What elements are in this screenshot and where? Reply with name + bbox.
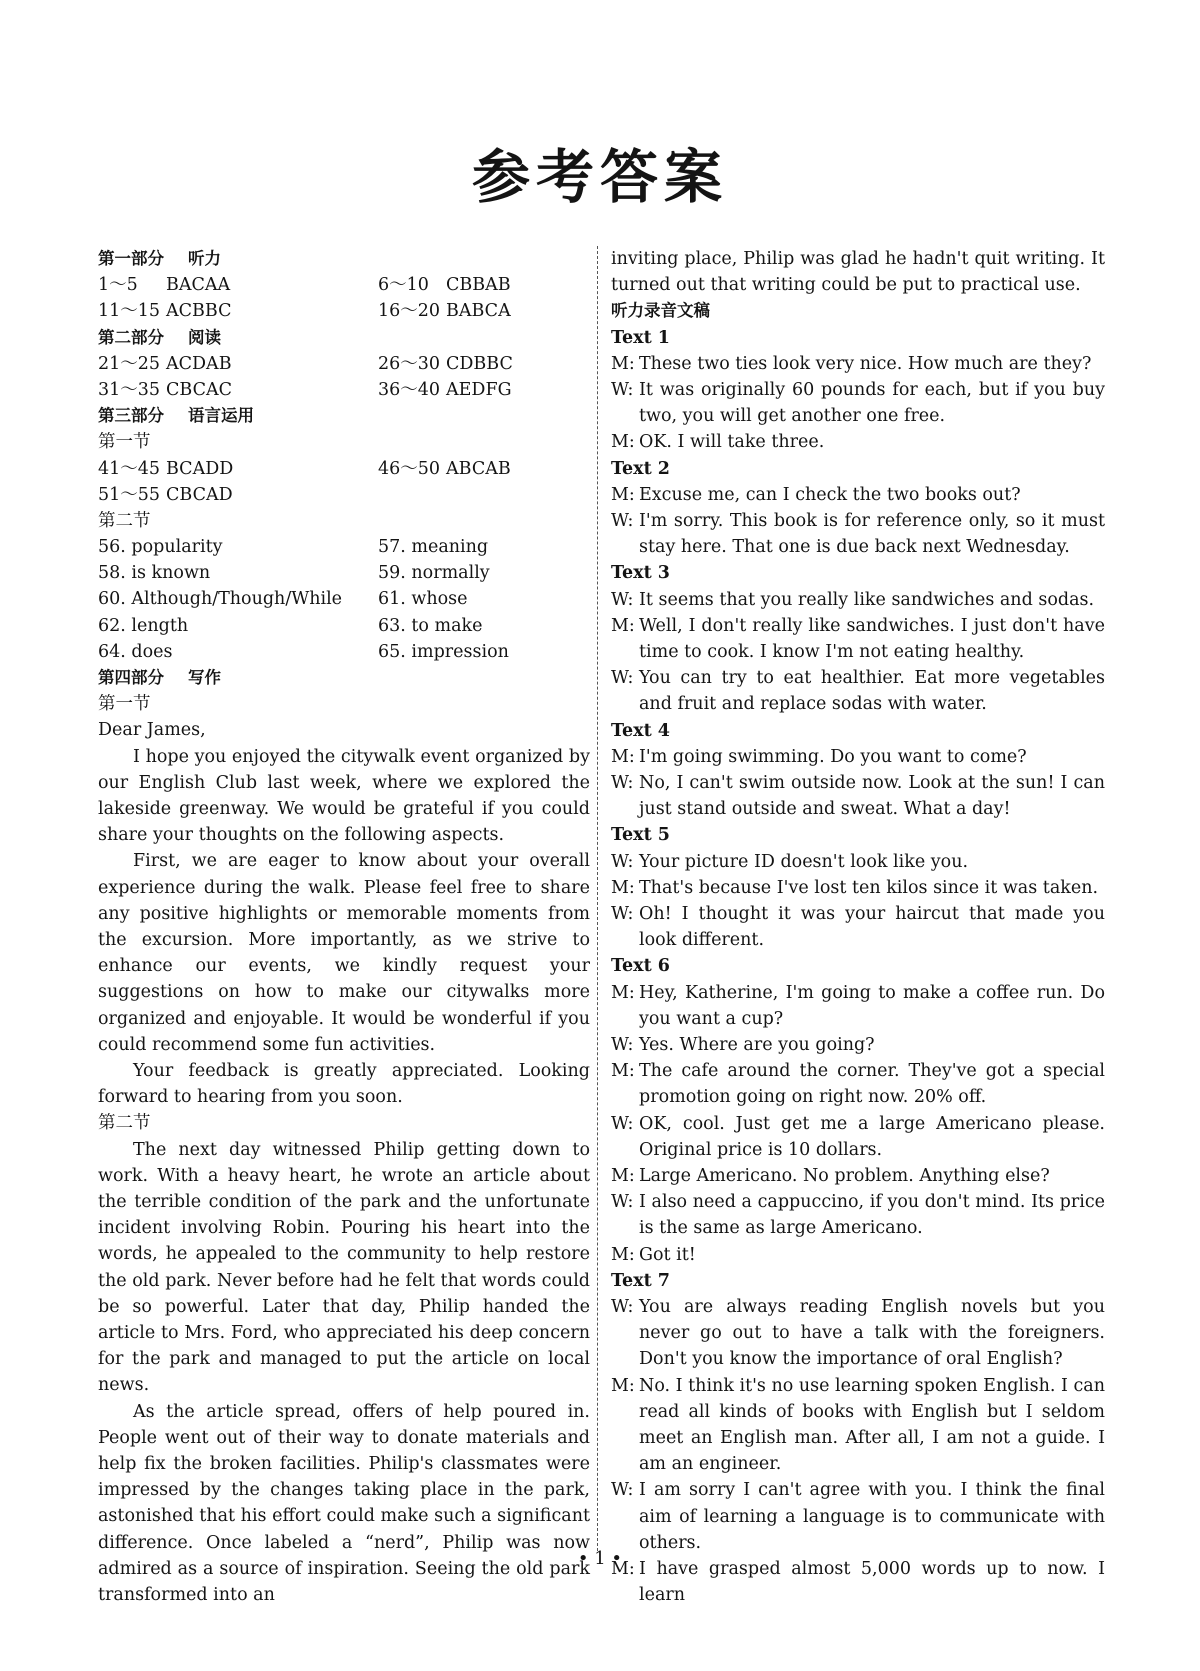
section-heading: 第三部分 语言运用 <box>98 406 254 426</box>
dialogue-text: Hey, Katherine, I'm going to make a coffee run. Do you want a cup? <box>639 982 1105 1029</box>
dialogue-text: It was originally 60 pounds for each, but if you buy two, you will get another one free. <box>639 379 1105 427</box>
dialogue-text: You can try to eat healthier. Eat more vegetables and fruit and replace sodas with water. <box>639 668 1105 715</box>
dialogue-line <box>611 1032 1105 1058</box>
speaker-label: W: <box>611 1297 634 1317</box>
dialogue-line <box>611 849 1105 875</box>
letter-paragraph: Your feedback is greatly appreciated. Looking forward to hearing from you soon. <box>98 1061 590 1108</box>
answer-row: 21～25 ACDAB 26～30 CDBBC <box>98 353 513 374</box>
dialogue-text: Excuse me, can I check the two books out? <box>639 484 1021 505</box>
subsection-label: 第一节 <box>98 694 151 715</box>
text-label: Text 5 <box>611 825 670 846</box>
section-heading: 第二部分 阅读 <box>98 327 221 347</box>
speaker-label: W: <box>611 1192 634 1213</box>
dialogue-text: No, I can't swim outside now. Look at the sun! I can just stand outside and sweat. What a day! <box>639 772 1105 820</box>
fill-row: 60. Although/Though/While 61. whose <box>98 589 468 610</box>
text-label: Text 2 <box>611 458 670 479</box>
dialogue-line <box>611 665 1105 717</box>
dialogue-line <box>611 351 1105 377</box>
fill-row: 64. does 65. impression <box>98 641 509 662</box>
transcript-heading: 听力录音文稿 <box>611 301 710 321</box>
speaker-label: W: <box>611 589 634 610</box>
speaker-label: M: <box>611 1166 635 1186</box>
speaker-label: M: <box>611 1061 635 1082</box>
dialogue-text: No. I think it's no use learning spoken English. I can read all kinds of books with English but I seldom meet an English man. After all, I am not a guide. I am an engineer. <box>639 1375 1105 1475</box>
speaker-label: M: <box>611 746 635 767</box>
text-label: Text 3 <box>611 563 670 584</box>
speaker-label: M: <box>611 615 635 636</box>
speaker-label: W: <box>611 1113 634 1134</box>
dialogue-line <box>611 429 1105 455</box>
page-title: 参考答案 <box>471 143 728 211</box>
subsection-label: 第一节 <box>98 432 151 453</box>
dialogue-text: Your picture ID doesn't look like you. <box>639 851 969 872</box>
dialogue-line <box>611 1189 1105 1241</box>
dialogue-line <box>611 587 1105 613</box>
speaker-label: W: <box>611 510 634 531</box>
text-label: Text 7 <box>611 1270 670 1291</box>
answer-row: 51～55 CBCAD <box>98 484 233 505</box>
fill-row: 62. length 63. to make <box>98 615 483 636</box>
dialogue-line <box>611 901 1105 953</box>
right-column <box>611 246 1105 1608</box>
dialogue-line <box>611 508 1105 560</box>
dialogue-line <box>611 744 1105 770</box>
dialogue-text: OK. I will take three. <box>639 432 825 453</box>
dialogue-line <box>611 1294 1105 1373</box>
speaker-label: M: <box>611 432 635 453</box>
speaker-label: M: <box>611 982 635 1003</box>
dialogue-text: It seems that you really like sandwiches and sodas. <box>639 589 1095 610</box>
transcript-list <box>611 325 1105 1609</box>
dialogue-line <box>611 770 1105 822</box>
speaker-label: W: <box>611 772 634 793</box>
dialogue-line <box>611 980 1105 1032</box>
page-number: • 1 • <box>577 1548 623 1569</box>
dialogue-text: I am sorry I can't agree with you. I think the final aim of learning a language is to communicate with others. <box>639 1480 1105 1553</box>
dialogue-line <box>611 875 1105 901</box>
heading-part: 第一部分 <box>98 249 164 268</box>
speaker-label: M: <box>611 1559 635 1580</box>
subsection-label: 第二节 <box>98 1113 151 1134</box>
speaker-label: M: <box>611 1375 635 1396</box>
dialogue-text: I'm going swimming. Do you want to come? <box>639 746 1027 767</box>
dialogue-line <box>611 1242 1105 1268</box>
answer-row: 31～35 CBCAC 36～40 AEDFG <box>98 379 512 400</box>
section-heading <box>98 246 590 272</box>
letter-greeting: Dear James, <box>98 720 206 741</box>
fill-row: 58. is known 59. normally <box>98 563 490 584</box>
dialogue-text: Got it! <box>639 1244 696 1265</box>
dialogue-line <box>611 1058 1105 1110</box>
dialogue-text: OK, cool. Just get me a large Americano please. Original price is 10 dollars. <box>639 1113 1105 1160</box>
text-label: Text 1 <box>611 327 670 348</box>
speaker-label: W: <box>611 903 634 924</box>
dialogue-line <box>611 482 1105 508</box>
letter-paragraph: I hope you enjoyed the citywalk event organized by our English Club last week, where we explored the lakeside greenway. We would be grateful if you could share your thoughts on the following aspects. <box>98 746 590 846</box>
dialogue-line <box>611 1373 1105 1478</box>
text-label: Text 6 <box>611 956 670 977</box>
fill-row: 56. popularity 57. meaning <box>98 537 489 558</box>
text-label: Text 4 <box>611 720 670 741</box>
dialogue-text: I'm sorry. This book is for reference only, so it must stay here. That one is due back next Wednesday. <box>639 510 1105 558</box>
dialogue-text: Yes. Where are you going? <box>639 1034 875 1055</box>
dialogue-line <box>611 613 1105 665</box>
speaker-label: M: <box>611 1244 635 1265</box>
left-column <box>98 246 590 1608</box>
dialogue-line <box>611 377 1105 429</box>
dialogue-text: Well, I don't really like sandwiches. I just don't have time to cook. I know I'm not eating healthy. <box>639 615 1105 662</box>
answer-row: 1～5 BACAA 6～10 CBBAB <box>98 275 511 296</box>
heading-name: 听力 <box>188 249 221 268</box>
speaker-label: W: <box>611 379 634 400</box>
speaker-label: M: <box>611 353 635 374</box>
subsection-label: 第二节 <box>98 510 151 531</box>
speaker-label: W: <box>611 668 634 689</box>
dialogue-line <box>611 1111 1105 1163</box>
story-paragraph: The next day witnessed Philip getting down to work. With a heavy heart, he wrote an article about the terrible condition of the park and the unfortunate incident involving Robin. Pouring his heart into the words, he appealed to the community to help restore the old park. Never before had he felt that words could be so powerful. Later that day, Philip handed the article to Mrs. Ford, who appreciated his deep concern for the park and managed to put the article on local news. <box>98 1139 590 1396</box>
dialogue-text: I also need a cappuccino, if you don't mind. Its price is the same as large Americano. <box>639 1192 1105 1239</box>
dialogue-line <box>611 1477 1105 1556</box>
dialogue-text: I have grasped almost 5,000 words up to now. I learn <box>639 1559 1105 1606</box>
speaker-label: W: <box>611 1034 634 1055</box>
speaker-label: M: <box>611 484 635 505</box>
answer-row: 11～15 ACBBC 16～20 BABCA <box>98 301 511 322</box>
dialogue-text: The cafe around the corner. They've got a special promotion going on right now. 20% off. <box>639 1061 1105 1108</box>
letter-paragraph: First, we are eager to know about your overall experience during the walk. Please feel free to share any positive highlights or memorable moments from the excursion. More importantly, as we strive to enhance our events, we kindly request your suggestions on how to make our citywalks more organized and enjoyable. It would be wonderful if you could recommend some fun activities. <box>98 851 590 1055</box>
dialogue-text: These two ties look very nice. How much are they? <box>639 353 1092 374</box>
dialogue-text: That's because I've lost ten kilos since it was taken. <box>639 877 1099 898</box>
speaker-label: W: <box>611 1480 634 1501</box>
speaker-label: M: <box>611 877 635 898</box>
story-continuation: inviting place, Philip was glad he hadn't quit writing. It turned out that writing could be put to practical use. <box>611 249 1105 296</box>
dialogue-text: You are always reading English novels but you never go out to have a talk with the foreigners. Don't you know the importance of oral English? <box>639 1297 1105 1370</box>
dialogue-line <box>611 1163 1105 1189</box>
section-heading: 第四部分 写作 <box>98 668 221 687</box>
answer-row: 41～45 BCADD 46～50 ABCAB <box>98 458 511 479</box>
speaker-label: W: <box>611 851 634 872</box>
story-paragraph: As the article spread, offers of help poured in. People went out of their way to donate materials and help fix the broken facilities. Philip's classmates were impressed by the changes taking place in the park, astonished that his effort could make such a significant difference. Once labeled a “nerd”, Philip was now admired as a source of inspiration. Seeing the old park transformed into an <box>98 1401 590 1606</box>
dialogue-text: Oh! I thought it was your haircut that made you look different. <box>639 903 1105 951</box>
column-divider <box>597 246 598 1551</box>
dialogue-text: Large Americano. No problem. Anything else? <box>639 1166 1050 1186</box>
